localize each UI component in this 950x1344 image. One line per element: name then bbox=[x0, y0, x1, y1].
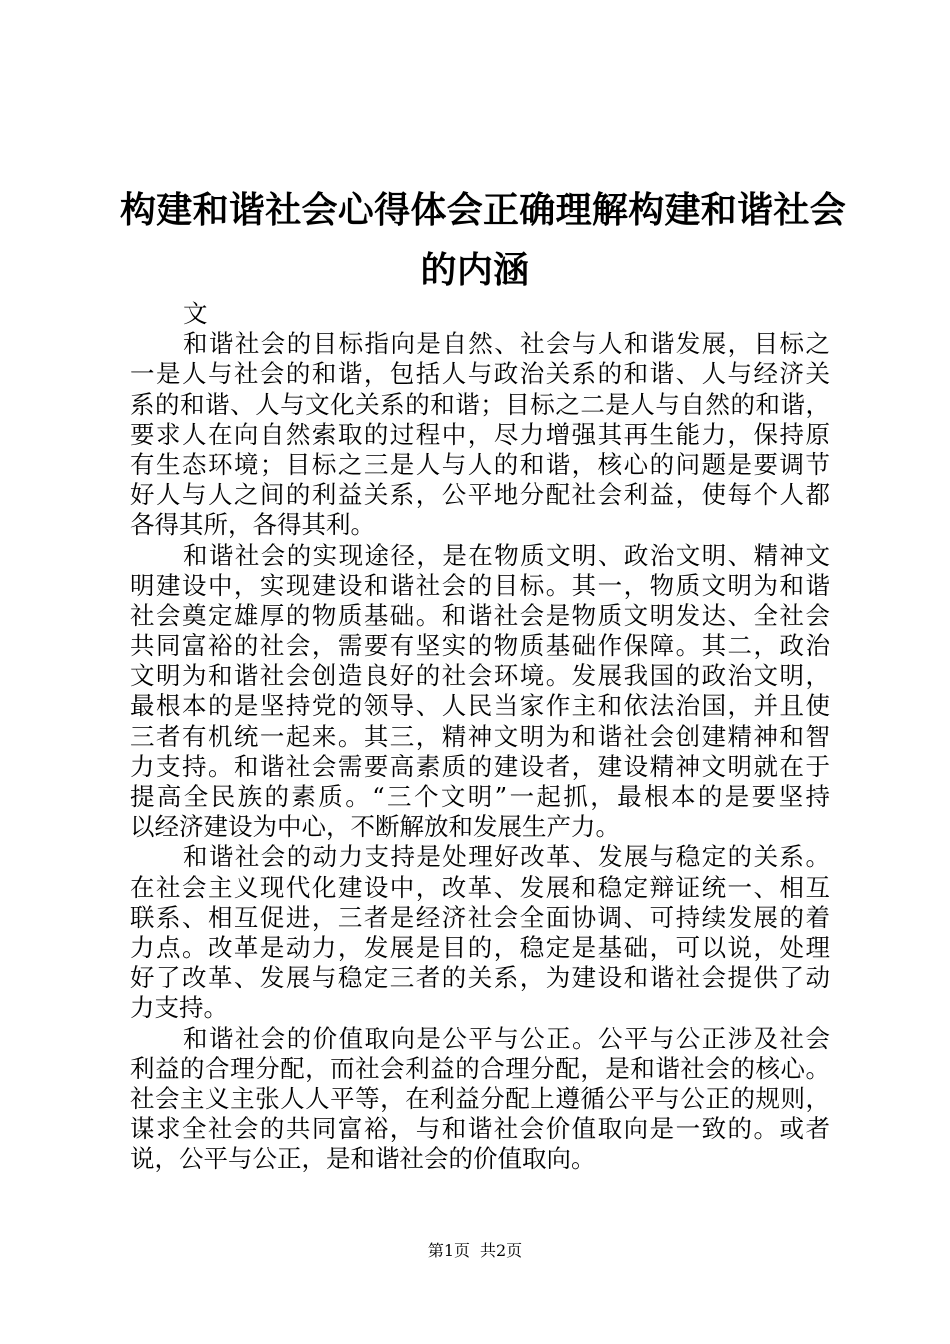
paragraph-line: 要求人在向自然索取的过程中，尽力增强其再生能力，保持原 bbox=[130, 419, 830, 449]
paragraph-line: 提高全民族的素质。“三个文明”一起抓，最根本的是要坚持 bbox=[130, 782, 830, 811]
paragraph-line: 力点。改革是动力，发展是目的，稳定是基础，可以说，处理 bbox=[130, 932, 830, 962]
paragraph-line: 明建设中，实现建设和谐社会的目标。其一，物质文明为和谐 bbox=[130, 570, 830, 600]
page-total: 共2页 bbox=[480, 1241, 523, 1260]
paragraph-1 bbox=[130, 329, 830, 540]
document-title-line-1: 构建和谐社会心得体会正确理解构建和谐社会 bbox=[120, 189, 847, 231]
paragraph-line: 三者有机统一起来。其三，精神文明为和谐社会创建精神和智 bbox=[130, 721, 830, 751]
paragraph-line: 和谐社会的目标指向是自然、社会与人和谐发展，目标之 bbox=[183, 329, 830, 359]
paragraph-line: 共同富裕的社会，需要有坚实的物质基础作保障。其二，政治 bbox=[130, 631, 830, 661]
paragraph-line: 利益的合理分配，而社会利益的合理分配，是和谐社会的核心。 bbox=[130, 1053, 830, 1083]
paragraph-3 bbox=[130, 842, 830, 1023]
paragraph-line: 好了改革、发展与稳定三者的关系，为建设和谐社会提供了动 bbox=[130, 963, 830, 993]
paragraph-line: 谋求全社会的共同富裕，与和谐社会价值取向是一致的。或者 bbox=[130, 1114, 830, 1144]
paragraph-line: 好人与人之间的利益关系，公平地分配社会利益，使每个人都 bbox=[130, 480, 830, 510]
paragraph-line: 最根本的是坚持党的领导、人民当家作主和依法治国，并且使 bbox=[130, 691, 830, 721]
page-number: 第1页 bbox=[427, 1241, 470, 1260]
author-line: 文 bbox=[183, 299, 208, 328]
paragraph-line: 文明为和谐社会创造良好的社会环境。发展我国的政治文明， bbox=[130, 661, 830, 691]
paragraph-line: 系的和谐、人与文化关系的和谐；目标之二是人与自然的和谐， bbox=[130, 389, 830, 419]
paragraph-line: 和谐社会的实现途径，是在物质文明、政治文明、精神文 bbox=[183, 540, 830, 570]
paragraph-line: 社会主义主张人人平等，在利益分配上遵循公平与公正的规则， bbox=[130, 1083, 830, 1113]
document-title-line-2: 的内涵 bbox=[420, 249, 530, 291]
paragraph-line: 和谐社会的动力支持是处理好改革、发展与稳定的关系。 bbox=[183, 842, 830, 872]
paragraph-line: 力支持。和谐社会需要高素质的建设者，建设精神文明就在于 bbox=[130, 751, 830, 781]
paragraph-line: 有生态环境；目标之三是人与人的和谐，核心的问题是要调节 bbox=[130, 449, 830, 479]
page-footer bbox=[0, 1241, 950, 1261]
paragraph-line: 和谐社会的价值取向是公平与公正。公平与公正涉及社会 bbox=[183, 1023, 830, 1053]
paragraph-line: 在社会主义现代化建设中，改革、发展和稳定辩证统一、相互 bbox=[130, 872, 830, 902]
paragraph-line: 说，公平与公正，是和谐社会的价值取向。 bbox=[130, 1144, 596, 1174]
paragraph-4 bbox=[130, 1024, 830, 1175]
paragraph-line: 各得其所，各得其利。 bbox=[130, 510, 375, 540]
paragraph-line: 力支持。 bbox=[130, 993, 228, 1023]
paragraph-line: 一是人与社会的和谐，包括人与政治关系的和谐、人与经济关 bbox=[130, 359, 830, 389]
paragraph-line: 联系、相互促进，三者是经济社会全面协调、可持续发展的着 bbox=[130, 902, 830, 932]
document-body bbox=[130, 299, 830, 1174]
paragraph-line: 以经济建设为中心，不断解放和发展生产力。 bbox=[130, 812, 620, 842]
paragraph-line: 社会奠定雄厚的物质基础。和谐社会是物质文明发达、全社会 bbox=[130, 600, 830, 630]
paragraph-2 bbox=[130, 541, 830, 843]
